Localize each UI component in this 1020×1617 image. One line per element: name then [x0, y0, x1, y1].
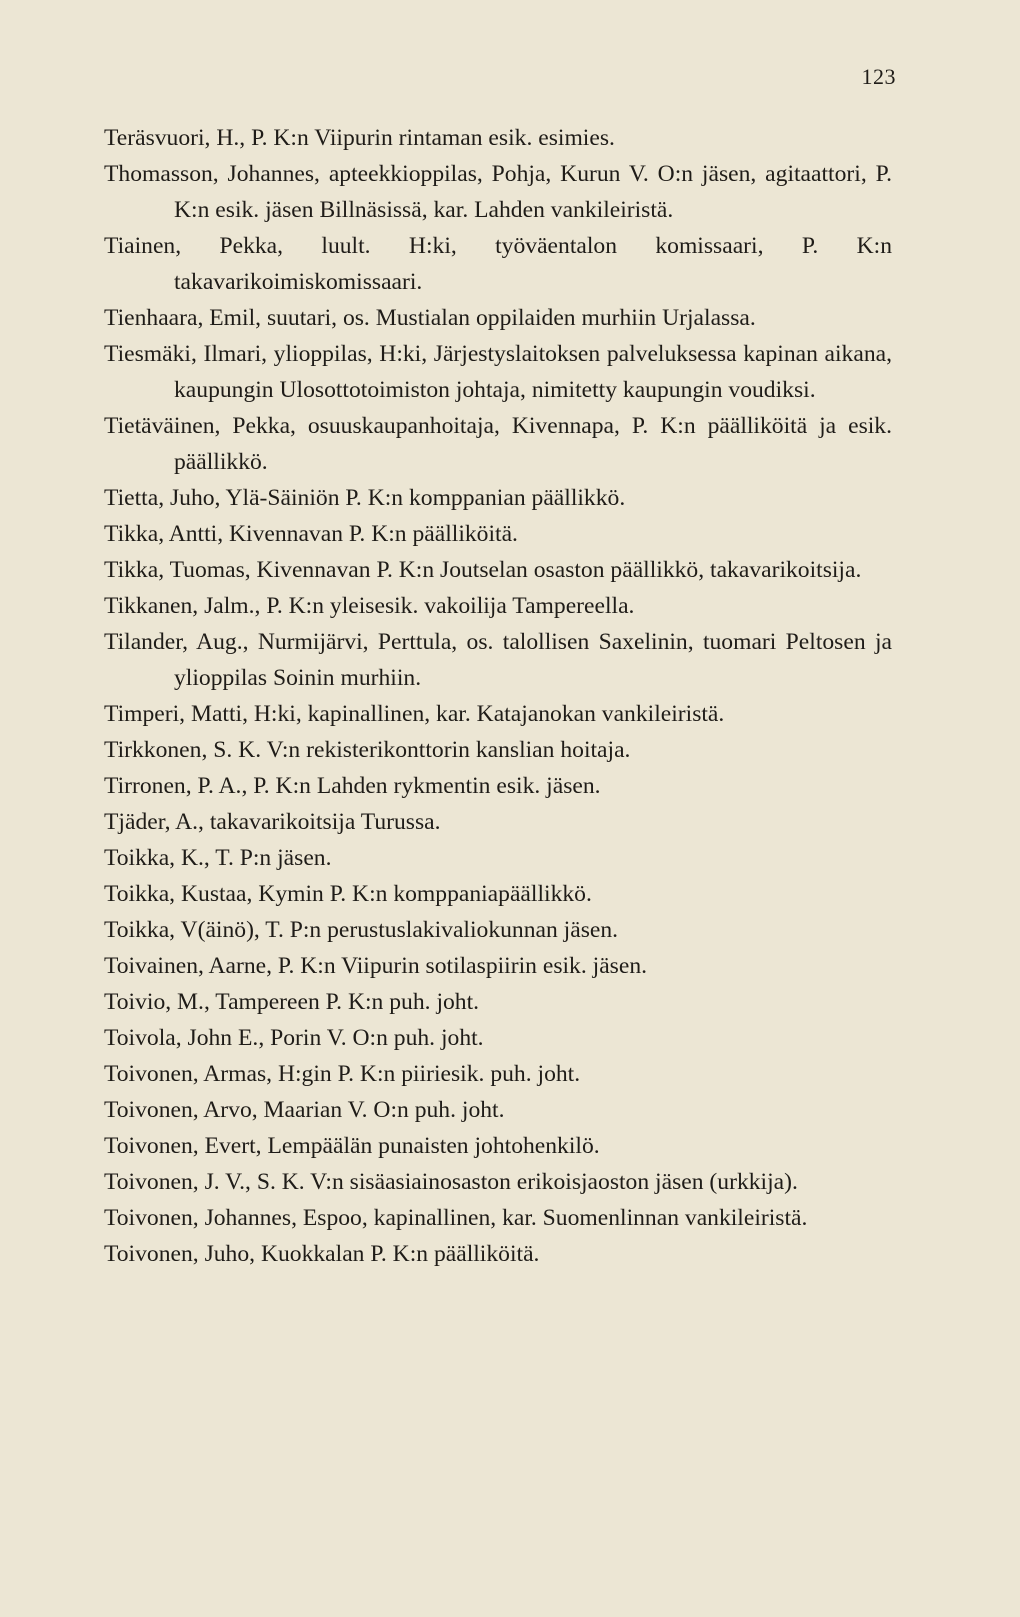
list-item: Tienhaara, Emil, suutari, os. Mustialan oppilaiden murhiin Urjalassa. — [104, 305, 756, 331]
list-item: Toivio, M., Tampereen P. K:n puh. joht. — [104, 989, 480, 1015]
list-item: Tietäväinen, Pekka, osuuskaupanhoitaja, Kivennapa, P. K:n päälliköitä ja esik. päällikkö. — [104, 413, 892, 475]
list-item: Tiesmäki, Ilmari, ylioppilas, H:ki, Järjestyslaitoksen palveluksessa kapinan aikana, kaupungin Ulosottotoimiston johtaja, nimitetty kaupungin voudiksi. — [104, 341, 892, 403]
list-item: Tikka, Tuomas, Kivennavan P. K:n Joutselan osaston päällikkö, takavarikoitsija. — [104, 557, 862, 583]
list-item: Toikka, K., T. P:n jäsen. — [104, 845, 332, 871]
list-item: Tjäder, A., takavarikoitsija Turussa. — [104, 809, 441, 835]
list-item: Timperi, Matti, H:ki, kapinallinen, kar. Katajanokan vankileiristä. — [104, 701, 725, 727]
list-item: Toivonen, Johannes, Espoo, kapinallinen, kar. Suomenlinnan vankileiristä. — [104, 1205, 808, 1231]
list-item: Tikkanen, Jalm., P. K:n yleisesik. vakoilija Tampereella. — [104, 593, 635, 619]
list-item: Toivainen, Aarne, P. K:n Viipurin sotilaspiirin esik. jäsen. — [104, 953, 648, 979]
list-item: Toivola, John E., Porin V. O:n puh. joht. — [104, 1025, 484, 1051]
list-item: Tietta, Juho, Ylä-Säiniön P. K:n komppanian päällikkö. — [104, 485, 626, 511]
list-item: Tiainen, Pekka, luult. H:ki, työväentalon komissaari, P. K:n takavarikoimiskomissaari. — [104, 233, 892, 295]
list-item: Tikka, Antti, Kivennavan P. K:n päälliköitä. — [104, 521, 518, 547]
list-item: Toivonen, Arvo, Maarian V. O:n puh. joht. — [104, 1097, 505, 1123]
list-item: Tirkkonen, S. K. V:n rekisterikonttorin kanslian hoitaja. — [104, 737, 631, 763]
list-item: Toikka, V(äinö), T. P:n perustuslakivaliokunnan jäsen. — [104, 917, 619, 943]
list-item: Tirronen, P. A., P. K:n Lahden rykmentin esik. jäsen. — [104, 773, 601, 799]
list-item: Toivonen, Juho, Kuokkalan P. K:n päälliköitä. — [104, 1241, 540, 1267]
list-item: Tilander, Aug., Nurmijärvi, Perttula, os. talollisen Saxelinin, tuomari Peltosen ja ylioppilas Soinin murhiin. — [104, 629, 892, 691]
list-item: Toikka, Kustaa, Kymin P. K:n komppaniapäällikkö. — [104, 881, 592, 907]
list-item: Toivonen, Armas, H:gin P. K:n piiriesik. puh. joht. — [104, 1061, 581, 1087]
list-item: Toivonen, J. V., S. K. V:n sisäasiainosaston erikoisjaoston jäsen (urkkija). — [104, 1169, 798, 1195]
page-number: 123 — [861, 64, 896, 89]
list-item: Toivonen, Evert, Lempäälän punaisten johtohenkilö. — [104, 1133, 600, 1159]
list-item: Thomasson, Johannes, apteekkioppilas, Pohja, Kurun V. O:n jäsen, agitaattori, P. K:n esik. jäsen Billnäsissä, kar. Lahden vankileiristä. — [104, 161, 892, 223]
entry-list — [104, 120, 892, 1272]
list-item: Teräsvuori, H., P. K:n Viipurin rintaman esik. esimies. — [104, 125, 615, 151]
